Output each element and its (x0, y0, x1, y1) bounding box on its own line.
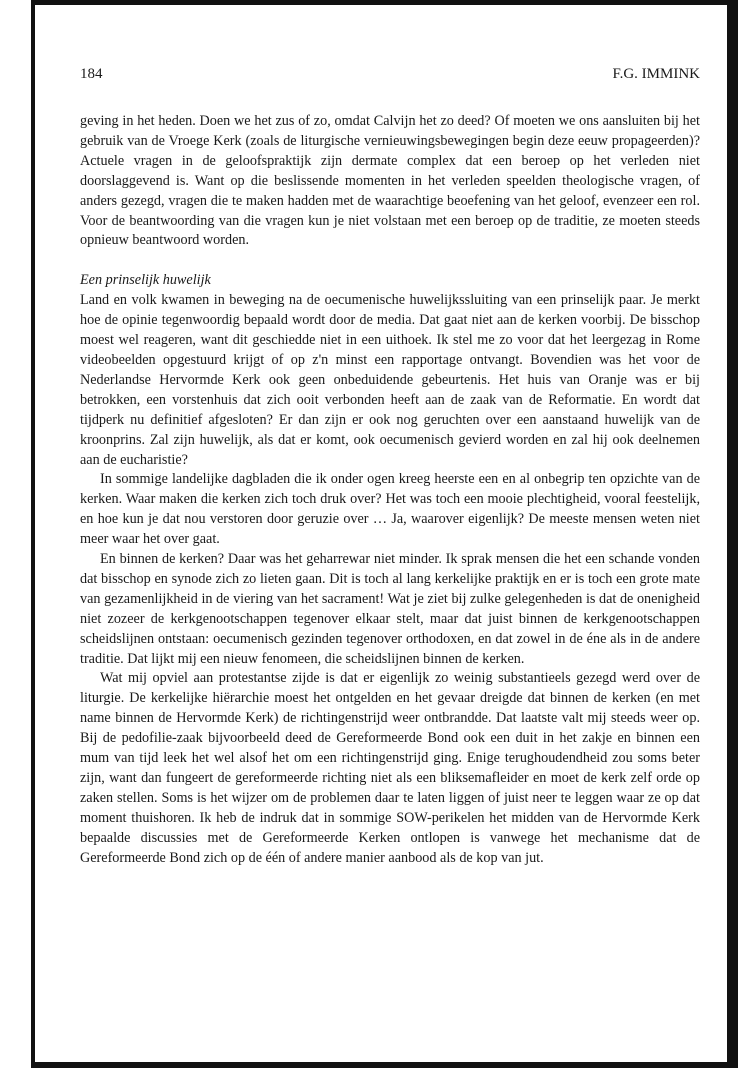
running-author: F.G. IMMINK (612, 66, 700, 82)
paragraph-1: geving in het heden. Doen we het zus of zo, omdat Calvijn het zo deed? Of moeten we ons aansluiten bij het gebruik van de Vroege Kerk (zoals de liturgische vernieuwingsbewegingen begin deze eeuw propageerden)? Actuele vragen in de geloofspraktijk zijn dermate complex dat een beroep op het verleden niet doorslaggevend is. Want op die beslissende momenten in het verleden speelden theologische vragen, of anders gezegd, vragen die te maken hadden met de waarachtige beoefening van het geloof, evenzeer een rol. Voor de beantwoording van die vragen kun je niet volstaan met een beroep op de traditie, ze moeten steeds opnieuw beantwoord worden. (80, 113, 700, 249)
scan-border-top (34, 0, 738, 5)
running-header (80, 66, 700, 88)
scan-border-bottom (34, 1062, 738, 1068)
page-number: 184 (80, 66, 103, 82)
paragraph-4: En binnen de kerken? Daar was het geharrewar niet minder. Ik sprak mensen die het een schande vonden dat bisschop en synode zich zo lieten gaan. Dit is toch al lang kerkelijke praktijk en er is toch een grote mate van gezamenlijkheid in de viering van het sacrament! Wat je ziet bij zulke gelegenheden is dat de onenigheid niet zozeer de kerkgenootschappen tegenover elkaar stelt, maar dat juist binnen de kerkgenootschappen scheidslijnen ontstaan: oecumenisch gezinden tegenover orthodoxen, en dat zowel in de éne als in de andere traditie. Dat lijkt mij een nieuw fenomeen, die scheidslijnen binnen de kerken. (80, 551, 700, 667)
paragraph-2: Land en volk kwamen in beweging na de oecumenische huwelijkssluiting van een prinselijk paar. Je merkt hoe de opinie tegenwoordig bepaald wordt door de media. Dat gaat niet aan de kerken voorbij. De bisschop moest wel reageren, want dit geschiedde niet in een uithoek. Ik stel me zo voor dat het leergezag in Rome videobeelden opgestuurd krijgt of op z'n minst een rapportage ontvangt. Bovendien was het voor de Nederlandse Hervormde Kerk ook geen onbeduidende gebeurtenis. Het huis van Oranje was er bij betrokken, een vorstenhuis dat zich ooit verbonden heeft aan de zaak van de Reformatie. En wordt dat tijdperk nu definitief afgesloten? Er dan zijn er ook nog geruchten over een aanstaand huwelijk van de kroonprins. Zal zijn huwelijk, als dat er komt, ook oecumenisch gevierd worden en zal hij ook deelnemen aan de eucharistie? (80, 292, 700, 468)
section-title: Een prinselijk huwelijk (80, 272, 211, 289)
paragraph-5: Wat mij opviel aan protestantse zijde is dat er eigenlijk zo weinig substantieels gezegd werd over de liturgie. De kerkelijke hiërarchie moest het ontgelden en het gevaar dreigde dat binnen de kerken (en met name binnen de Hervormde Kerk) de richtingenstrijd weer ontbrandde. Dat laatste valt mij steeds weer op. Bij de pedofilie-zaak bijvoorbeeld deed de Gereformeerde Bond ook een duit in het zakje en binnen een mum van tijd leek het wel alsof het om een richtingenstrijd ging. Enige terughoudendheid zou soms beter zijn, want dan fungeert de gereformeerde richting niet als een bliksemafleider en moet de kerk zelf orde op zaken stellen. Soms is het wijzer om de problemen daar te laten liggen of juist neer te leggen waar ze op dat moment thuishoren. Ik heb de indruk dat in sommige SOW-perikelen het midden van de Hervormde Kerk bepaalde discussies met de Gereformeerde Kerken ontlopen is vanwege het mechanisme dat de Gereformeerde Bond zich op de één of andere manier aanbood als de kop van jut. (80, 670, 700, 866)
scan-margin (0, 0, 31, 1068)
scan-border-right (727, 0, 738, 1068)
book-page (80, 66, 700, 869)
paragraph-3: In sommige landelijke dagbladen die ik onder ogen kreeg heerste een en al onbegrip ten opzichte van de kerken. Waar maken die kerken zich toch druk over? Het was toch een mooie plechtigheid, vooral feestelijk, en hoe kun je dat nou verstoren door geruzie over … Ja, waarover eigenlijk? De meeste mensen weten niet meer waar het over gaat. (80, 471, 700, 548)
body-text (80, 112, 700, 869)
scan-border-left (31, 0, 35, 1068)
